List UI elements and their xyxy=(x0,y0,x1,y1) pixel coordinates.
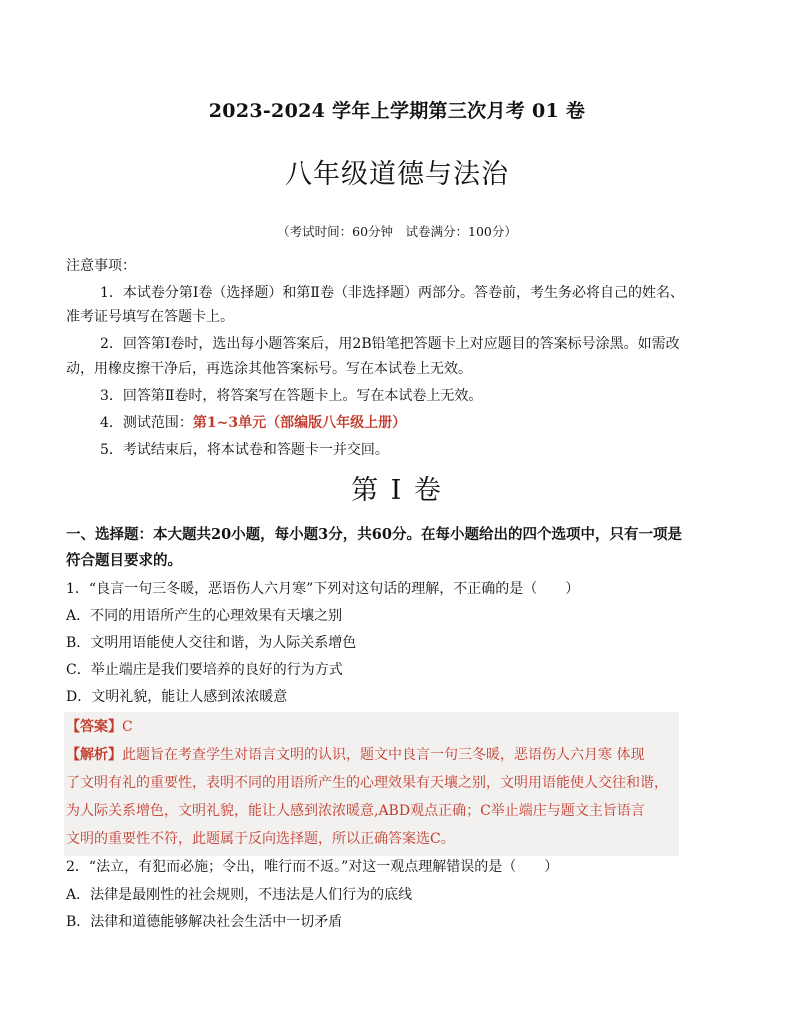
q1-stem: 1．“良言一句三冬暖，恶语伤人六月寒”下列对这句话的理解，不正确的是（ ） xyxy=(66,581,580,597)
q2-stem: 2．“法立，有犯而必施；令出，唯行而不返。”对这一观点理解错误的是（ ） xyxy=(66,859,559,875)
note-item-2a: 2．回答第Ⅰ卷时，选出每小题答案后，用2B铅笔把答题卡上对应题目的答案标号涂黑。如需改 xyxy=(100,336,680,352)
note-item-1a: 1．本试卷分第Ⅰ卷（选择题）和第Ⅱ卷（非选择题）两部分。答卷前，考生务必将自己的姓名、 xyxy=(100,285,684,301)
analysis-text-1: 此题旨在考查学生对语言文明的认识，题文中良言一句三冬暖，恶语伤人六月寒 体现 xyxy=(122,747,645,763)
q1-option-b: B．文明用语能使人交往和谐，为人际关系增色 xyxy=(66,635,357,651)
q1-analysis-line2: 了文明有礼的重要性，表明不同的用语所产生的心理效果有天壤之别，文明用语能使人交往和谐， xyxy=(66,775,668,791)
exam-info: （考试时间：60分钟 试卷满分：100分） xyxy=(277,224,517,239)
q1-analysis-line1 xyxy=(66,744,644,764)
exam-title: 2023-2024 学年上学期第三次月考 01 卷 xyxy=(208,100,586,122)
note-item-4-prefix: 4．测试范围： xyxy=(100,415,193,431)
q1-option-d: D．文明礼貌，能让人感到浓浓暖意 xyxy=(66,689,288,705)
note-item-1b: 准考证号填写在答题卡上。 xyxy=(66,309,234,325)
answer-value: C xyxy=(122,719,133,735)
q2-option-a: A．法律是最刚性的社会规则，不违法是人们行为的底线 xyxy=(66,887,413,903)
section-heading-line2: 符合题目要求的。 xyxy=(66,552,182,569)
note-item-2b: 动，用橡皮擦干净后，再选涂其他答案标号。写在本试卷上无效。 xyxy=(66,361,472,377)
volume-title: 第 I 卷 xyxy=(351,475,443,506)
answer-tag: 【答案】 xyxy=(66,719,122,735)
section-heading-line1: 一、选择题：本大题共20小题，每小题3分，共60分。在每小题给出的四个选项中，只有一项是 xyxy=(66,526,682,543)
test-range: 第1~3单元（部编版八年级上册） xyxy=(192,415,407,431)
q1-analysis-line4: 文明的重要性不符，此题属于反向选择题，所以正确答案选C。 xyxy=(66,831,455,847)
analysis-tag: 【解析】 xyxy=(66,747,122,763)
q1-option-c: C．举止端庄是我们要培养的良好的行为方式 xyxy=(66,662,343,678)
q1-answer xyxy=(66,716,133,736)
notes-heading: 注意事项： xyxy=(66,258,136,274)
note-item-5: 5．考试结束后，将本试卷和答题卡一并交回。 xyxy=(100,442,389,458)
note-item-3: 3．回答第Ⅱ卷时，将答案写在答题卡上。写在本试卷上无效。 xyxy=(100,388,483,404)
q2-option-b: B．法律和道德能够解决社会生活中一切矛盾 xyxy=(66,914,343,930)
note-item-4 xyxy=(100,412,406,432)
subject-title: 八年级道德与法治 xyxy=(285,159,509,190)
q1-option-a: A．不同的用语所产生的心理效果有天壤之别 xyxy=(66,608,343,624)
q1-analysis-line3: 为人际关系增色，文明礼貌，能让人感到浓浓暖意,ABD观点正确；C举止端庄与题文主旨语言 xyxy=(66,803,645,819)
